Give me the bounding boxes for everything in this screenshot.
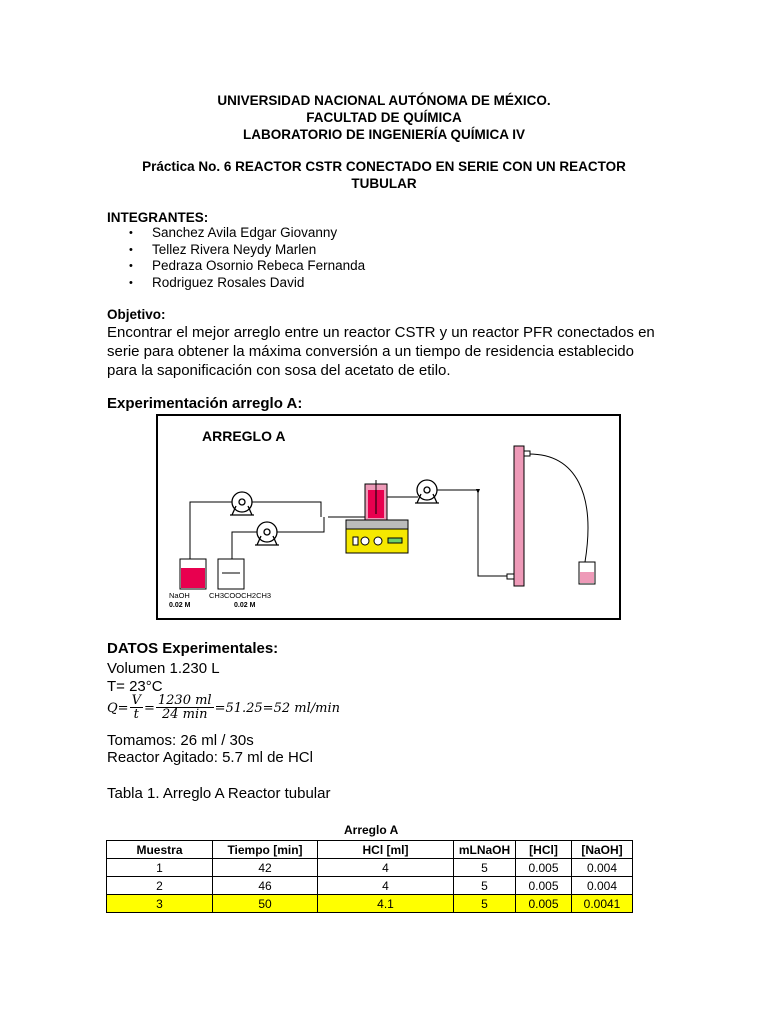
table-cell: 46 — [213, 877, 318, 895]
data-title: DATOS Experimentales: — [107, 640, 279, 657]
stirrer-plate — [346, 520, 408, 553]
naoh-concentration: 0.02 M — [169, 602, 191, 609]
header-cell: Tiempo [min] — [213, 841, 318, 859]
members-title: INTEGRANTES: — [107, 210, 209, 225]
formula-den: 24 min — [161, 707, 208, 722]
table-cell: 0.005 — [516, 859, 572, 877]
naoh-label: NaOH — [169, 591, 190, 600]
table-cell: 5 — [454, 895, 516, 913]
table-cell: 0.004 — [572, 859, 633, 877]
faculty-name: FACULTAD DE QUÍMICA — [306, 110, 462, 125]
formula-result: =51.25=52 ml/min — [214, 700, 340, 716]
table-cell: 4 — [318, 877, 454, 895]
diagram-title: ARREGLO A — [202, 428, 286, 444]
agitado-text: Reactor Agitado: 5.7 ml de HCl — [107, 749, 313, 766]
table-cell: 0.0041 — [572, 895, 633, 913]
list-item: • Sanchez Avila Edgar Giovanny — [107, 225, 365, 242]
cstr-reactor — [365, 480, 387, 520]
header-cell: mLNaOH — [454, 841, 516, 859]
table-cell: 2 — [107, 877, 213, 895]
table-cell: 42 — [213, 859, 318, 877]
table-cell: 4.1 — [318, 895, 454, 913]
results-table — [106, 840, 633, 913]
header-cell: [HCl] — [516, 841, 572, 859]
objective-title: Objetivo: — [107, 307, 166, 322]
acetate-beaker — [218, 559, 244, 589]
table-cell: 0.005 — [516, 895, 572, 913]
header-cell: [NaOH] — [572, 841, 633, 859]
practice-title — [120, 158, 648, 192]
reactor-diagram — [156, 414, 621, 620]
table-header-row — [107, 841, 633, 859]
document-header — [0, 92, 768, 143]
formula-t: t — [133, 707, 139, 722]
table-cell: 5 — [454, 859, 516, 877]
flow-formula — [107, 694, 340, 722]
formula-num: 1230 ml — [157, 693, 212, 708]
university-name: UNIVERSIDAD NACIONAL AUTÓNOMA DE MÉXICO. — [217, 93, 551, 108]
table-cell: 3 — [107, 895, 213, 913]
practice-title-line2: TUBULAR — [351, 176, 417, 191]
naoh-beaker — [180, 559, 206, 589]
lab-name: LABORATORIO DE INGENIERÍA QUÍMICA IV — [242, 127, 525, 142]
table-cell: 1 — [107, 859, 213, 877]
formula-fraction-vt — [130, 694, 143, 722]
table-cell: 0.005 — [516, 877, 572, 895]
collection-beaker — [579, 562, 595, 584]
table-row-highlighted — [107, 895, 633, 913]
acetate-label: CH3COOCH2CH3 — [209, 591, 272, 600]
formula-eq2: = — [143, 700, 155, 716]
table-cell: 4 — [318, 859, 454, 877]
formula-eq: = — [117, 700, 129, 716]
list-item: • Rodriguez Rosales David — [107, 275, 365, 292]
formula-v: V — [131, 693, 141, 708]
table-row — [107, 877, 633, 895]
tomamos-text: Tomamos: 26 ml / 30s — [107, 732, 254, 749]
volume-text: Volumen 1.230 L — [107, 660, 220, 677]
list-item: • Tellez Rivera Neydy Marlen — [107, 242, 365, 259]
temperature-text: T= 23°C — [107, 678, 163, 695]
formula-q: Q — [107, 700, 118, 716]
header-cell: Muestra — [107, 841, 213, 859]
experiment-title: Experimentación arreglo A: — [107, 395, 303, 412]
header-cell: HCl [ml] — [318, 841, 454, 859]
table-cell: 5 — [454, 877, 516, 895]
table-caption: Arreglo A — [344, 823, 399, 837]
table-label: Tabla 1. Arreglo A Reactor tubular — [107, 785, 331, 802]
practice-title-line1: Práctica No. 6 REACTOR CSTR CONECTADO EN SERIE CON UN REACTOR — [142, 159, 626, 174]
table-cell: 0.004 — [572, 877, 633, 895]
members-list — [107, 225, 365, 292]
objective-text: Encontrar el mejor arreglo entre un reactor CSTR y un reactor PFR conectados en serie para obtener la máxima conversión a un tiempo de residencia establecido para la saponificación con sosa del acetato de etilo. — [107, 324, 655, 379]
formula-fraction-values — [156, 694, 214, 722]
list-item: • Pedraza Osornio Rebeca Fernanda — [107, 258, 365, 275]
table-cell: 50 — [213, 895, 318, 913]
acetate-concentration: 0.02 M — [234, 602, 256, 609]
table-row — [107, 859, 633, 877]
